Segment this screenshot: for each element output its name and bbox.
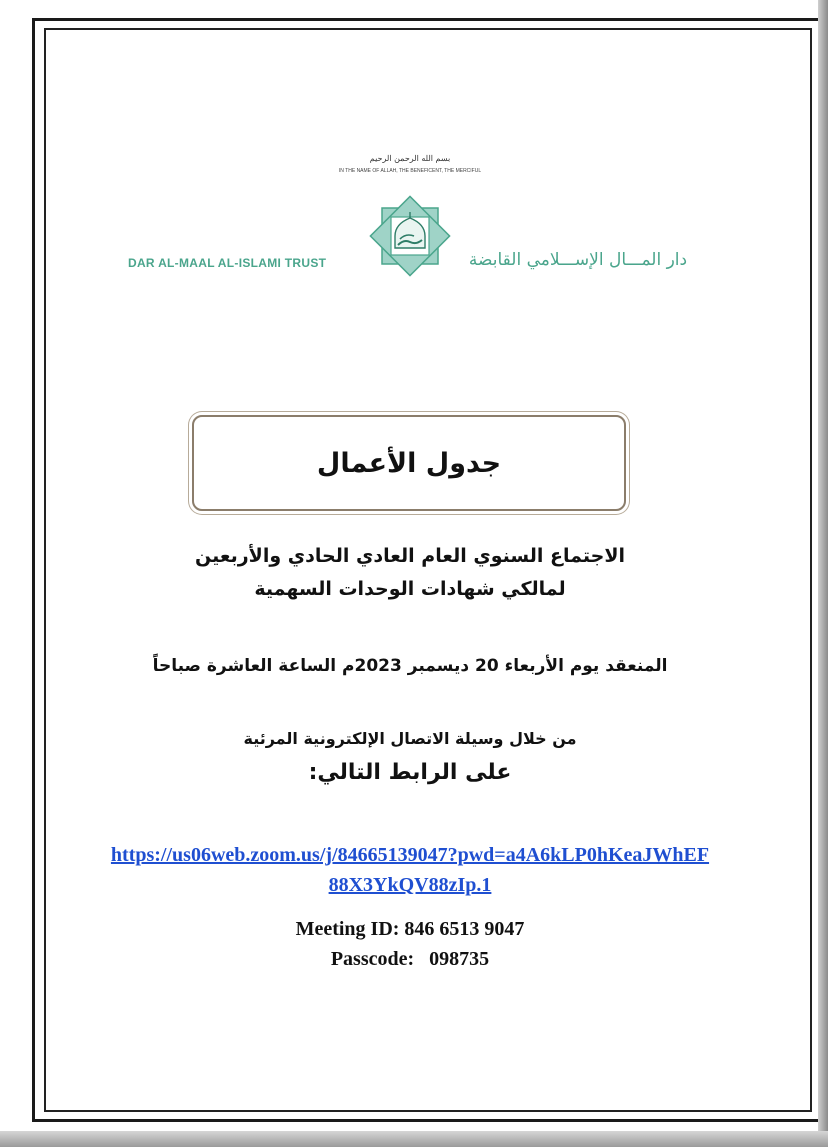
- meeting-description-line-1: الاجتماع السنوي العام العادي الحادي والأربعين: [195, 545, 625, 567]
- dmi-star-dome-logo-icon: [364, 190, 456, 282]
- meeting-passcode: Passcode: 098735: [330, 948, 490, 970]
- meeting-medium-line: من خلال وسيلة الاتصال الإلكترونية المرئية: [243, 729, 577, 748]
- meeting-date-line: المنعقد يوم الأربعاء 20 ديسمبر 2023م الساعة العاشرة صباحاً: [152, 656, 668, 676]
- brand-name-english: DAR AL-MAAL AL-ISLAMI TRUST: [128, 256, 327, 270]
- scan-bottom-edge: [0, 1131, 828, 1147]
- link-intro-line: على الرابط التالي:: [308, 760, 512, 785]
- bismillah-arabic: بسم الله الرحمن الرحيم: [369, 154, 451, 163]
- brand-name-arabic: دار المـــال الإســـلامي القابضة: [468, 250, 688, 270]
- meeting-id: Meeting ID: 846 6513 9047: [295, 918, 525, 940]
- agenda-title-box: [192, 415, 626, 511]
- bismillah-english: IN THE NAME OF ALLAH, THE BENEFICENT, THE MERCIFUL: [338, 168, 482, 174]
- zoom-meeting-link[interactable]: https://us06web.zoom.us/j/84665139047?pwd=a4A6kLP0hKeaJWhEF88X3YkQV88zIp.1: [110, 844, 710, 896]
- scan-right-edge: [818, 0, 828, 1147]
- page-title: جدول الأعمال: [316, 447, 502, 479]
- meeting-description-line-2: لمالكي شهادات الوحدات السهمية: [254, 578, 566, 600]
